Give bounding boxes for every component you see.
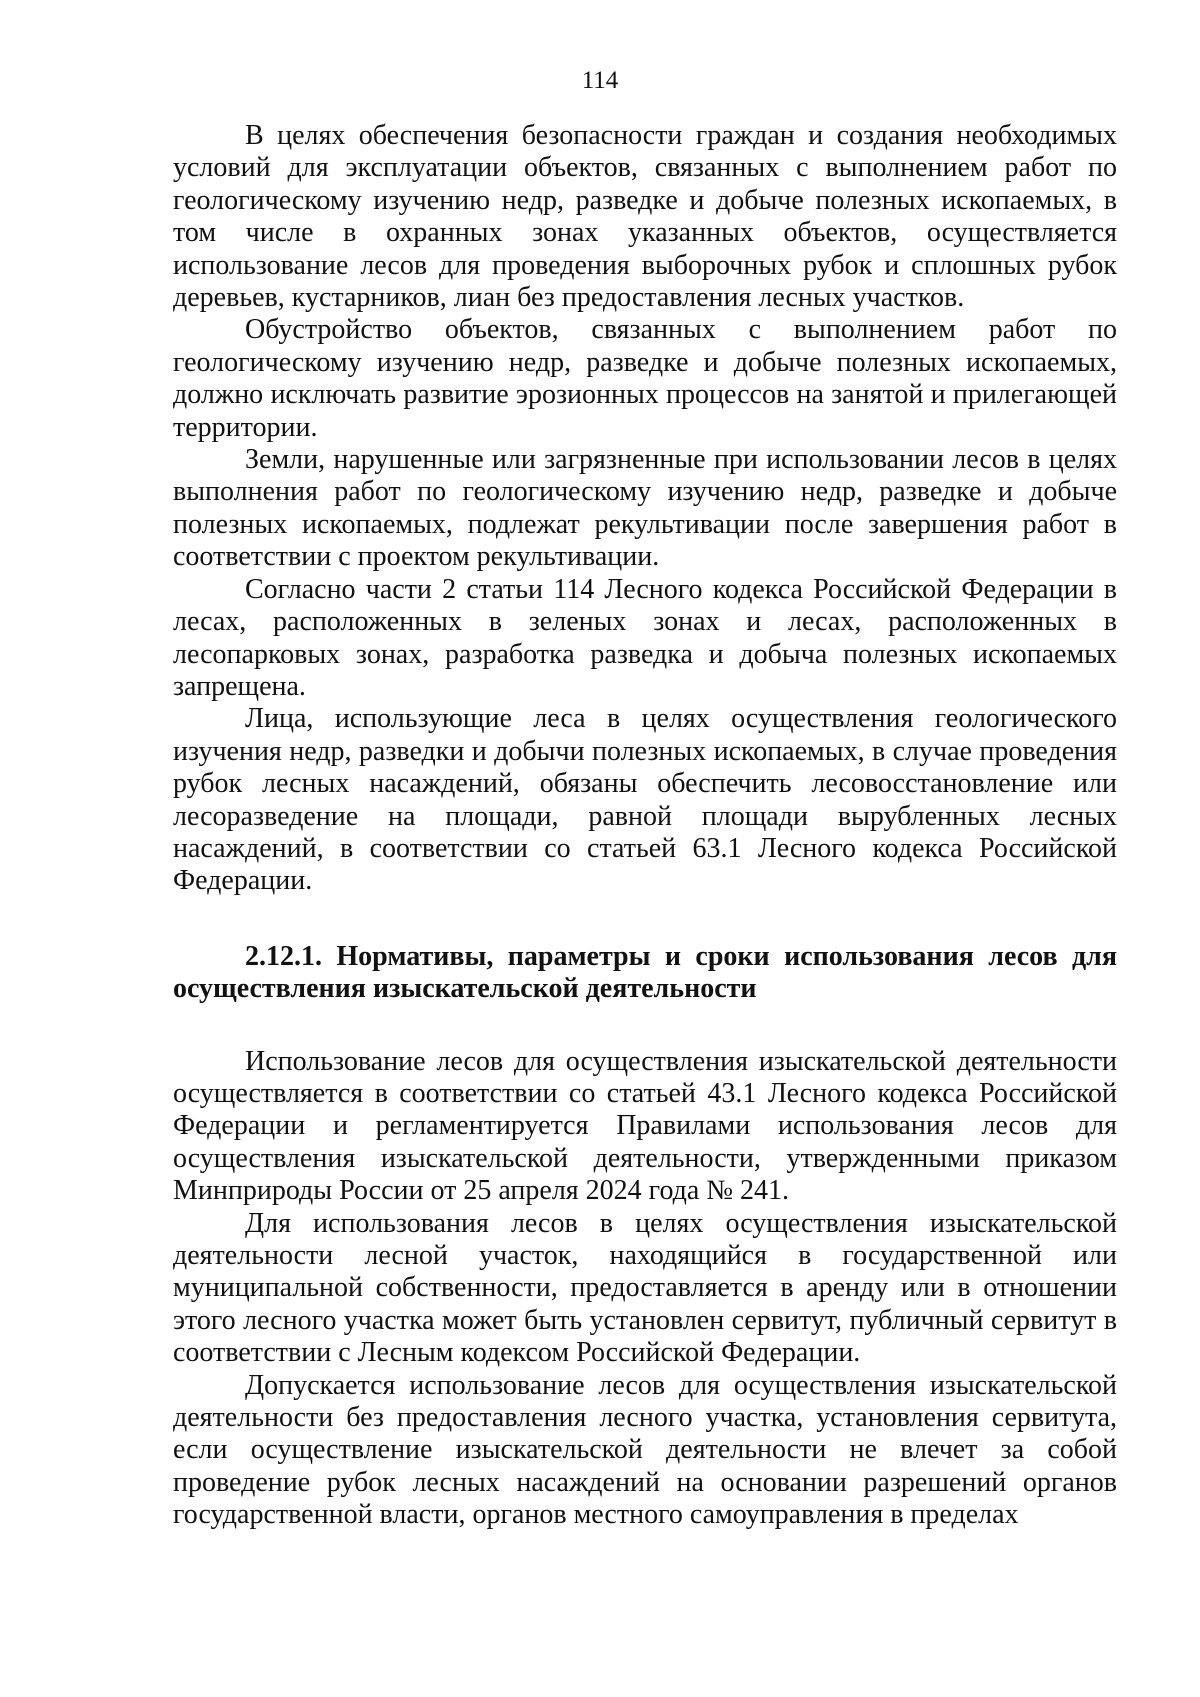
paragraph-survey-lease: Для использования лесов в целях осуществления изыскательской деятельности лесной участок, находящийся в государственной или муниципальной собственности, предоставляется в аренду или в отношении этого лесного участка может быть установлен сервитут, публичный сервитут в соответствии с Лесным кодексом Российской Федерации. [173,1207,1117,1369]
page-number: 114 [581,67,619,94]
paragraph-safety: В целях обеспечения безопасности граждан и создания необходимых условий для эксплуатации объектов, связанных с выполнением работ по геологическому изучению недр, разведке и добыче полезных ископаемых, в том числе в охранных зонах указанных объектов, осуществляется использование лесов для проведения выборочных рубок и сплошных рубок деревьев, кустарников, лиан без предоставления лесных участков. [173,120,1117,314]
page-content [173,120,1117,1532]
paragraph-prohibition: Согласно части 2 статьи 114 Лесного кодекса Российской Федерации в лесах, расположенных в зеленых зонах и лесах, расположенных в лесопарковых зонах, разработка разведка и добыча полезных ископаемых запрещена. [173,573,1117,702]
section-heading: 2.12.1. Нормативы, параметры и сроки использования лесов для осуществления изыскательской деятельности [173,940,1117,1005]
paragraph-recultivation: Земли, нарушенные или загрязненные при использовании лесов в целях выполнения работ по геологическому изучению недр, разведке и добыче полезных ископаемых, подлежат рекультивации после завершения работ в соответствии с проектом рекультивации. [173,444,1117,573]
section-body [173,1046,1117,1532]
paragraph-reforestation: Лица, использующие леса в целях осуществления геологического изучения недр, разведки и добычи полезных ископаемых, в случае проведения рубок лесных насаждений, обязаны обеспечить лесовосстановление или лесоразведение на площади, равной площади вырубленных лесных насаждений, в соответствии со статьей 63.1 Лесного кодекса Российской Федерации. [173,703,1117,897]
paragraph-survey-without-plot: Допускается использование лесов для осуществления изыскательской деятельности без предоставления лесного участка, установления сервитута, если осуществление изыскательской деятельности не влечет за собой проведение рубок лесных насаждений на основании разрешений органов государственной власти, органов местного самоуправления в пределах [173,1369,1117,1531]
paragraph-erosion: Обустройство объектов, связанных с выполнением работ по геологическому изучению недр, разведке и добыче полезных ископаемых, должно исключать развитие эрозионных процессов на занятой и прилегающей территории. [173,314,1117,443]
paragraph-survey-regulation: Использование лесов для осуществления изыскательской деятельности осуществляется в соответствии со статьей 43.1 Лесного кодекса Российской Федерации и регламентируется Правилами использования лесов для осуществления изыскательской деятельности, утвержденными приказом Минприроды России от 25 апреля 2024 года № 241. [173,1045,1117,1207]
